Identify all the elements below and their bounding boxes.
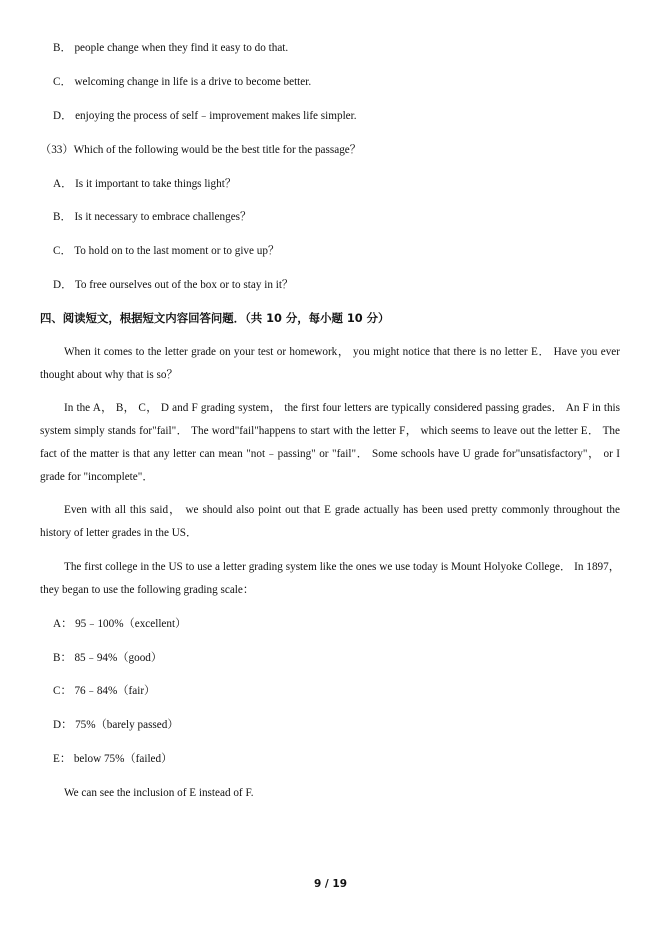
closing-sentence: We can see the inclusion of E instead of F. bbox=[64, 787, 254, 799]
grade-e-row: E： below 75%（failed） bbox=[53, 753, 173, 765]
option-c-q32: C． welcoming change in life is a drive to become better. bbox=[53, 76, 312, 88]
paragraph-3: Even with all this said， we should also point out that E grade actually has been used pretty commonly throughout the history of letter grades in the US． bbox=[40, 504, 620, 539]
option-b-q33: B． Is it necessary to embrace challenges？ bbox=[53, 211, 252, 223]
section-heading: 四、阅读短文，根据短文内容回答问题．（共 10 分，每小题 10 分） bbox=[40, 311, 390, 325]
option-d-q33: D． To free ourselves out of the box or to stay in it？ bbox=[53, 279, 294, 291]
option-c-q33: C． To hold on to the last moment or to give up？ bbox=[53, 245, 280, 257]
grade-a-row: A： 95﹣100%（excellent） bbox=[53, 618, 187, 630]
paragraph-1: When it comes to the letter grade on your test or homework， you might notice that there is no letter E． Have you ever thought about why that is so？ bbox=[40, 346, 620, 381]
paragraph-2: In the A， B， C， D and F grading system， the first four letters are typically considered passing grades． An F in this system simply stands for"fail"． The word"fail"happens to start with the letter F， which seems to leave out the letter E． The fact of the matter is that any letter can mean "not﹣passing" or "fail"． Some schools have U grade for"unsatisfactory"， or I grade for "incomplete"． bbox=[40, 402, 620, 483]
option-a-q33: A． Is it important to take things light？ bbox=[53, 178, 237, 190]
grade-b-row: B： 85﹣94%（good） bbox=[53, 652, 163, 664]
option-b-q32: B． people change when they find it easy to do that. bbox=[53, 42, 289, 54]
paragraph-4: The first college in the US to use a letter grading system like the ones we use today is Mount Holyoke College． In 1897， they began to use the following grading scale： bbox=[40, 561, 620, 596]
option-d-q32: D． enjoying the process of self﹣improvement makes life simpler. bbox=[53, 110, 357, 122]
grade-c-row: C： 76﹣84%（fair） bbox=[53, 685, 156, 697]
question-33-stem: （33）Which of the following would be the best title for the passage？ bbox=[40, 144, 361, 156]
grade-d-row: D： 75%（barely passed） bbox=[53, 719, 179, 731]
page-number: 9 / 19 bbox=[313, 878, 348, 890]
